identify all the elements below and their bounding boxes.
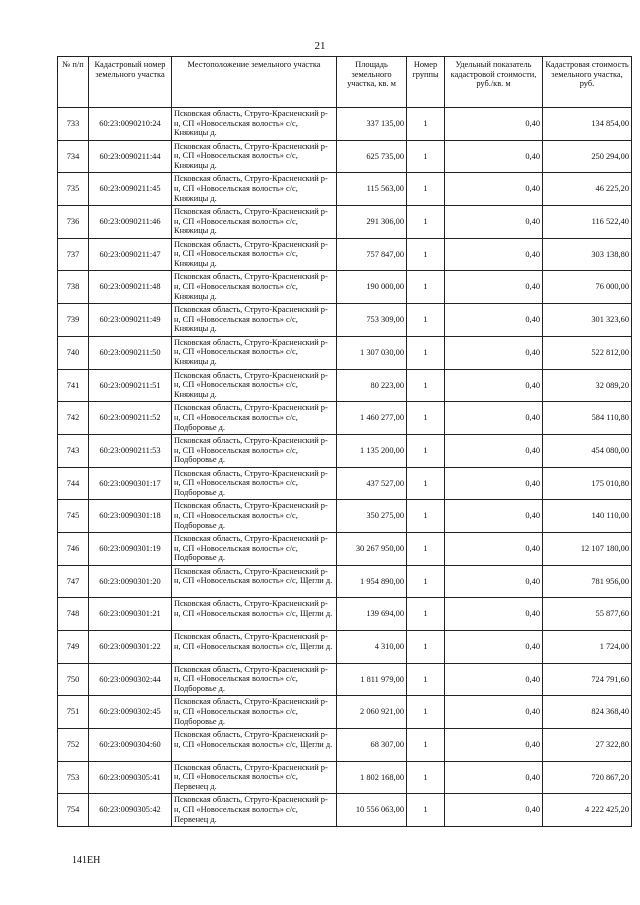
cell-location: Псковская область, Струго-Красненский р-н, СП «Новосельская волость» с/с, Подборовье д. [172, 696, 337, 729]
table-row [58, 729, 632, 762]
cell-cost: 46 225,20 [543, 173, 632, 206]
cell-area: 757 847,00 [337, 238, 407, 271]
table-row [58, 369, 632, 402]
cell-rate: 0,40 [445, 108, 543, 141]
cell-location: Псковская область, Струго-Красненский р-н, СП «Новосельская волость» с/с, Подборовье д. [172, 467, 337, 500]
cell-cost: 1 724,00 [543, 631, 632, 664]
cell-rate: 0,40 [445, 500, 543, 533]
cell-area: 291 306,00 [337, 206, 407, 239]
cell-cadastral: 60:23:0090301:18 [89, 500, 172, 533]
cell-cost: 250 294,00 [543, 140, 632, 173]
table-row [58, 532, 632, 565]
cell-group: 1 [407, 794, 445, 827]
cell-group: 1 [407, 108, 445, 141]
cell-rate: 0,40 [445, 631, 543, 664]
cell-group: 1 [407, 631, 445, 664]
cell-num: 738 [58, 271, 89, 304]
cell-cost: 140 110,00 [543, 500, 632, 533]
cell-cost: 12 107 180,00 [543, 532, 632, 565]
footer-code: 141ЕН [72, 855, 101, 866]
cell-num: 742 [58, 402, 89, 435]
cell-area: 190 000,00 [337, 271, 407, 304]
cell-cost: 724 791,60 [543, 663, 632, 696]
cell-cost: 55 877,60 [543, 598, 632, 631]
cell-area: 437 527,00 [337, 467, 407, 500]
cell-location: Псковская область, Струго-Красненский р-н, СП «Новосельская волость» с/с, Княжицы д. [172, 336, 337, 369]
cell-cost: 720 867,20 [543, 761, 632, 794]
cell-area: 4 310,00 [337, 631, 407, 664]
cell-cadastral: 60:23:0090211:48 [89, 271, 172, 304]
cell-area: 625 735,00 [337, 140, 407, 173]
cell-area: 1 802 168,00 [337, 761, 407, 794]
cell-rate: 0,40 [445, 173, 543, 206]
cell-area: 2 060 921,00 [337, 696, 407, 729]
cell-cadastral: 60:23:0090211:50 [89, 336, 172, 369]
table-row [58, 238, 632, 271]
cell-group: 1 [407, 532, 445, 565]
table-row [58, 140, 632, 173]
header-location: Местоположение земельного участка [172, 57, 337, 108]
cell-rate: 0,40 [445, 729, 543, 762]
cell-rate: 0,40 [445, 532, 543, 565]
cell-cadastral: 60:23:0090211:53 [89, 434, 172, 467]
cell-group: 1 [407, 467, 445, 500]
cell-cadastral: 60:23:0090301:17 [89, 467, 172, 500]
table-row [58, 336, 632, 369]
cell-area: 10 556 063,00 [337, 794, 407, 827]
cell-cost: 301 323,60 [543, 304, 632, 337]
cell-area: 753 309,00 [337, 304, 407, 337]
cell-cost: 134 854,00 [543, 108, 632, 141]
cell-area: 1 460 277,00 [337, 402, 407, 435]
cell-num: 743 [58, 434, 89, 467]
table-row [58, 173, 632, 206]
table-row [58, 500, 632, 533]
cell-area: 350 275,00 [337, 500, 407, 533]
cell-group: 1 [407, 402, 445, 435]
cell-area: 1 307 030,00 [337, 336, 407, 369]
cell-location: Псковская область, Струго-Красненский р-н, СП «Новосельская волость» с/с, Подборовье д. [172, 402, 337, 435]
cell-cadastral: 60:23:0090301:22 [89, 631, 172, 664]
cell-location: Псковская область, Струго-Красненский р-н, СП «Новосельская волость» с/с, Княжицы д. [172, 238, 337, 271]
cell-location: Псковская область, Струго-Красненский р-н, СП «Новосельская волость» с/с, Щегли д. [172, 631, 337, 664]
cell-rate: 0,40 [445, 467, 543, 500]
table-row [58, 271, 632, 304]
cell-area: 1 954 890,00 [337, 565, 407, 598]
table-row [58, 663, 632, 696]
table-row [58, 631, 632, 664]
cell-rate: 0,40 [445, 565, 543, 598]
cell-num: 745 [58, 500, 89, 533]
header-group: Номер группы [407, 57, 445, 108]
cell-area: 1 135 200,00 [337, 434, 407, 467]
cell-location: Псковская область, Струго-Красненский р-н, СП «Новосельская волость» с/с, Щегли д. [172, 729, 337, 762]
cell-cost: 32 089,20 [543, 369, 632, 402]
cell-num: 733 [58, 108, 89, 141]
header-num: № п/п [58, 57, 89, 108]
table-row [58, 108, 632, 141]
cell-cost: 824 368,40 [543, 696, 632, 729]
table-row [58, 598, 632, 631]
cell-group: 1 [407, 761, 445, 794]
cell-location: Псковская область, Струго-Красненский р-н, СП «Новосельская волость» с/с, Подборовье д. [172, 663, 337, 696]
cell-num: 737 [58, 238, 89, 271]
cell-num: 739 [58, 304, 89, 337]
cell-location: Псковская область, Струго-Красненский р-н, СП «Новосельская волость» с/с, Подборовье д. [172, 532, 337, 565]
cell-area: 80 223,00 [337, 369, 407, 402]
cell-rate: 0,40 [445, 794, 543, 827]
cell-group: 1 [407, 565, 445, 598]
table-header-row [58, 57, 632, 108]
cell-location: Псковская область, Струго-Красненский р-н, СП «Новосельская волость» с/с, Подборовье д. [172, 434, 337, 467]
cell-rate: 0,40 [445, 206, 543, 239]
cell-num: 746 [58, 532, 89, 565]
cell-cadastral: 60:23:0090302:45 [89, 696, 172, 729]
table-row [58, 794, 632, 827]
cell-area: 1 811 979,00 [337, 663, 407, 696]
cell-cadastral: 60:23:0090211:52 [89, 402, 172, 435]
cell-rate: 0,40 [445, 663, 543, 696]
table-row [58, 434, 632, 467]
cell-rate: 0,40 [445, 238, 543, 271]
cell-cost: 116 522,40 [543, 206, 632, 239]
table-body [58, 108, 632, 827]
cell-cadastral: 60:23:0090211:44 [89, 140, 172, 173]
cell-location: Псковская область, Струго-Красненский р-н, СП «Новосельская волость» с/с, Первенец д. [172, 794, 337, 827]
header-area: Площадь земельного участка, кв. м [337, 57, 407, 108]
cell-area: 139 694,00 [337, 598, 407, 631]
table-row [58, 402, 632, 435]
table-row [58, 467, 632, 500]
cell-group: 1 [407, 140, 445, 173]
cell-cadastral: 60:23:0090305:41 [89, 761, 172, 794]
cell-group: 1 [407, 729, 445, 762]
table-row [58, 206, 632, 239]
cell-group: 1 [407, 663, 445, 696]
table-row [58, 565, 632, 598]
cell-cadastral: 60:23:0090210:24 [89, 108, 172, 141]
cell-location: Псковская область, Струго-Красненский р-н, СП «Новосельская волость» с/с, Княжицы д. [172, 271, 337, 304]
cell-cadastral: 60:23:0090302:44 [89, 663, 172, 696]
cell-rate: 0,40 [445, 434, 543, 467]
cell-area: 30 267 950,00 [337, 532, 407, 565]
cell-rate: 0,40 [445, 696, 543, 729]
cell-location: Псковская область, Струго-Красненский р-н, СП «Новосельская волость» с/с, Княжицы д. [172, 140, 337, 173]
cell-rate: 0,40 [445, 761, 543, 794]
cell-location: Псковская область, Струго-Красненский р-н, СП «Новосельская волость» с/с, Княжицы д. [172, 369, 337, 402]
cell-area: 337 135,00 [337, 108, 407, 141]
cell-group: 1 [407, 304, 445, 337]
cell-num: 754 [58, 794, 89, 827]
cell-num: 734 [58, 140, 89, 173]
cell-cost: 175 010,80 [543, 467, 632, 500]
cell-group: 1 [407, 696, 445, 729]
cadastral-table [57, 56, 632, 827]
cell-num: 748 [58, 598, 89, 631]
table-row [58, 761, 632, 794]
cell-cost: 522 812,00 [543, 336, 632, 369]
cell-cost: 4 222 425,20 [543, 794, 632, 827]
cell-group: 1 [407, 238, 445, 271]
cell-num: 747 [58, 565, 89, 598]
cell-cost: 781 956,00 [543, 565, 632, 598]
cell-location: Псковская область, Струго-Красненский р-н, СП «Новосельская волость» с/с, Княжицы д. [172, 108, 337, 141]
cell-area: 68 307,00 [337, 729, 407, 762]
cell-cadastral: 60:23:0090211:47 [89, 238, 172, 271]
header-cost: Кадастровая стоимость земельного участка, руб. [543, 57, 632, 108]
cell-num: 752 [58, 729, 89, 762]
cell-location: Псковская область, Струго-Красненский р-н, СП «Новосельская волость» с/с, Княжицы д. [172, 304, 337, 337]
cell-cost: 303 138,80 [543, 238, 632, 271]
cell-cadastral: 60:23:0090301:20 [89, 565, 172, 598]
cell-group: 1 [407, 369, 445, 402]
cell-cost: 584 110,80 [543, 402, 632, 435]
table-row [58, 696, 632, 729]
cell-num: 741 [58, 369, 89, 402]
cell-location: Псковская область, Струго-Красненский р-н, СП «Новосельская волость» с/с, Княжицы д. [172, 173, 337, 206]
cell-cadastral: 60:23:0090211:46 [89, 206, 172, 239]
cell-rate: 0,40 [445, 369, 543, 402]
cell-rate: 0,40 [445, 598, 543, 631]
cell-num: 749 [58, 631, 89, 664]
cell-rate: 0,40 [445, 336, 543, 369]
cell-cadastral: 60:23:0090304:60 [89, 729, 172, 762]
cell-area: 115 563,00 [337, 173, 407, 206]
cell-cadastral: 60:23:0090301:19 [89, 532, 172, 565]
cell-group: 1 [407, 173, 445, 206]
cell-cost: 454 080,00 [543, 434, 632, 467]
cell-cadastral: 60:23:0090305:42 [89, 794, 172, 827]
cell-rate: 0,40 [445, 402, 543, 435]
cell-group: 1 [407, 206, 445, 239]
table-row [58, 304, 632, 337]
cell-cost: 76 000,00 [543, 271, 632, 304]
header-rate: Удельный показатель кадастровой стоимости, руб./кв. м [445, 57, 543, 108]
cell-location: Псковская область, Струго-Красненский р-н, СП «Новосельская волость» с/с, Щегли д. [172, 598, 337, 631]
page-number: 21 [314, 40, 326, 52]
header-cadastral: Кадастровый номер земельного участка [89, 57, 172, 108]
cell-group: 1 [407, 336, 445, 369]
cell-location: Псковская область, Струго-Красненский р-н, СП «Новосельская волость» с/с, Подборовье д. [172, 500, 337, 533]
cell-location: Псковская область, Струго-Красненский р-н, СП «Новосельская волость» с/с, Княжицы д. [172, 206, 337, 239]
cell-num: 750 [58, 663, 89, 696]
cell-rate: 0,40 [445, 304, 543, 337]
cell-num: 753 [58, 761, 89, 794]
cell-group: 1 [407, 500, 445, 533]
cell-num: 740 [58, 336, 89, 369]
cell-cadastral: 60:23:0090211:49 [89, 304, 172, 337]
cell-num: 744 [58, 467, 89, 500]
cell-cost: 27 322,80 [543, 729, 632, 762]
cell-num: 736 [58, 206, 89, 239]
cell-rate: 0,40 [445, 271, 543, 304]
cell-location: Псковская область, Струго-Красненский р-н, СП «Новосельская волость» с/с, Щегли д. [172, 565, 337, 598]
cell-num: 751 [58, 696, 89, 729]
cell-cadastral: 60:23:0090211:45 [89, 173, 172, 206]
cell-location: Псковская область, Струго-Красненский р-н, СП «Новосельская волость» с/с, Первенец д. [172, 761, 337, 794]
cell-group: 1 [407, 271, 445, 304]
cell-cadastral: 60:23:0090211:51 [89, 369, 172, 402]
cell-cadastral: 60:23:0090301:21 [89, 598, 172, 631]
cell-group: 1 [407, 598, 445, 631]
cell-group: 1 [407, 434, 445, 467]
cell-num: 735 [58, 173, 89, 206]
cell-rate: 0,40 [445, 140, 543, 173]
